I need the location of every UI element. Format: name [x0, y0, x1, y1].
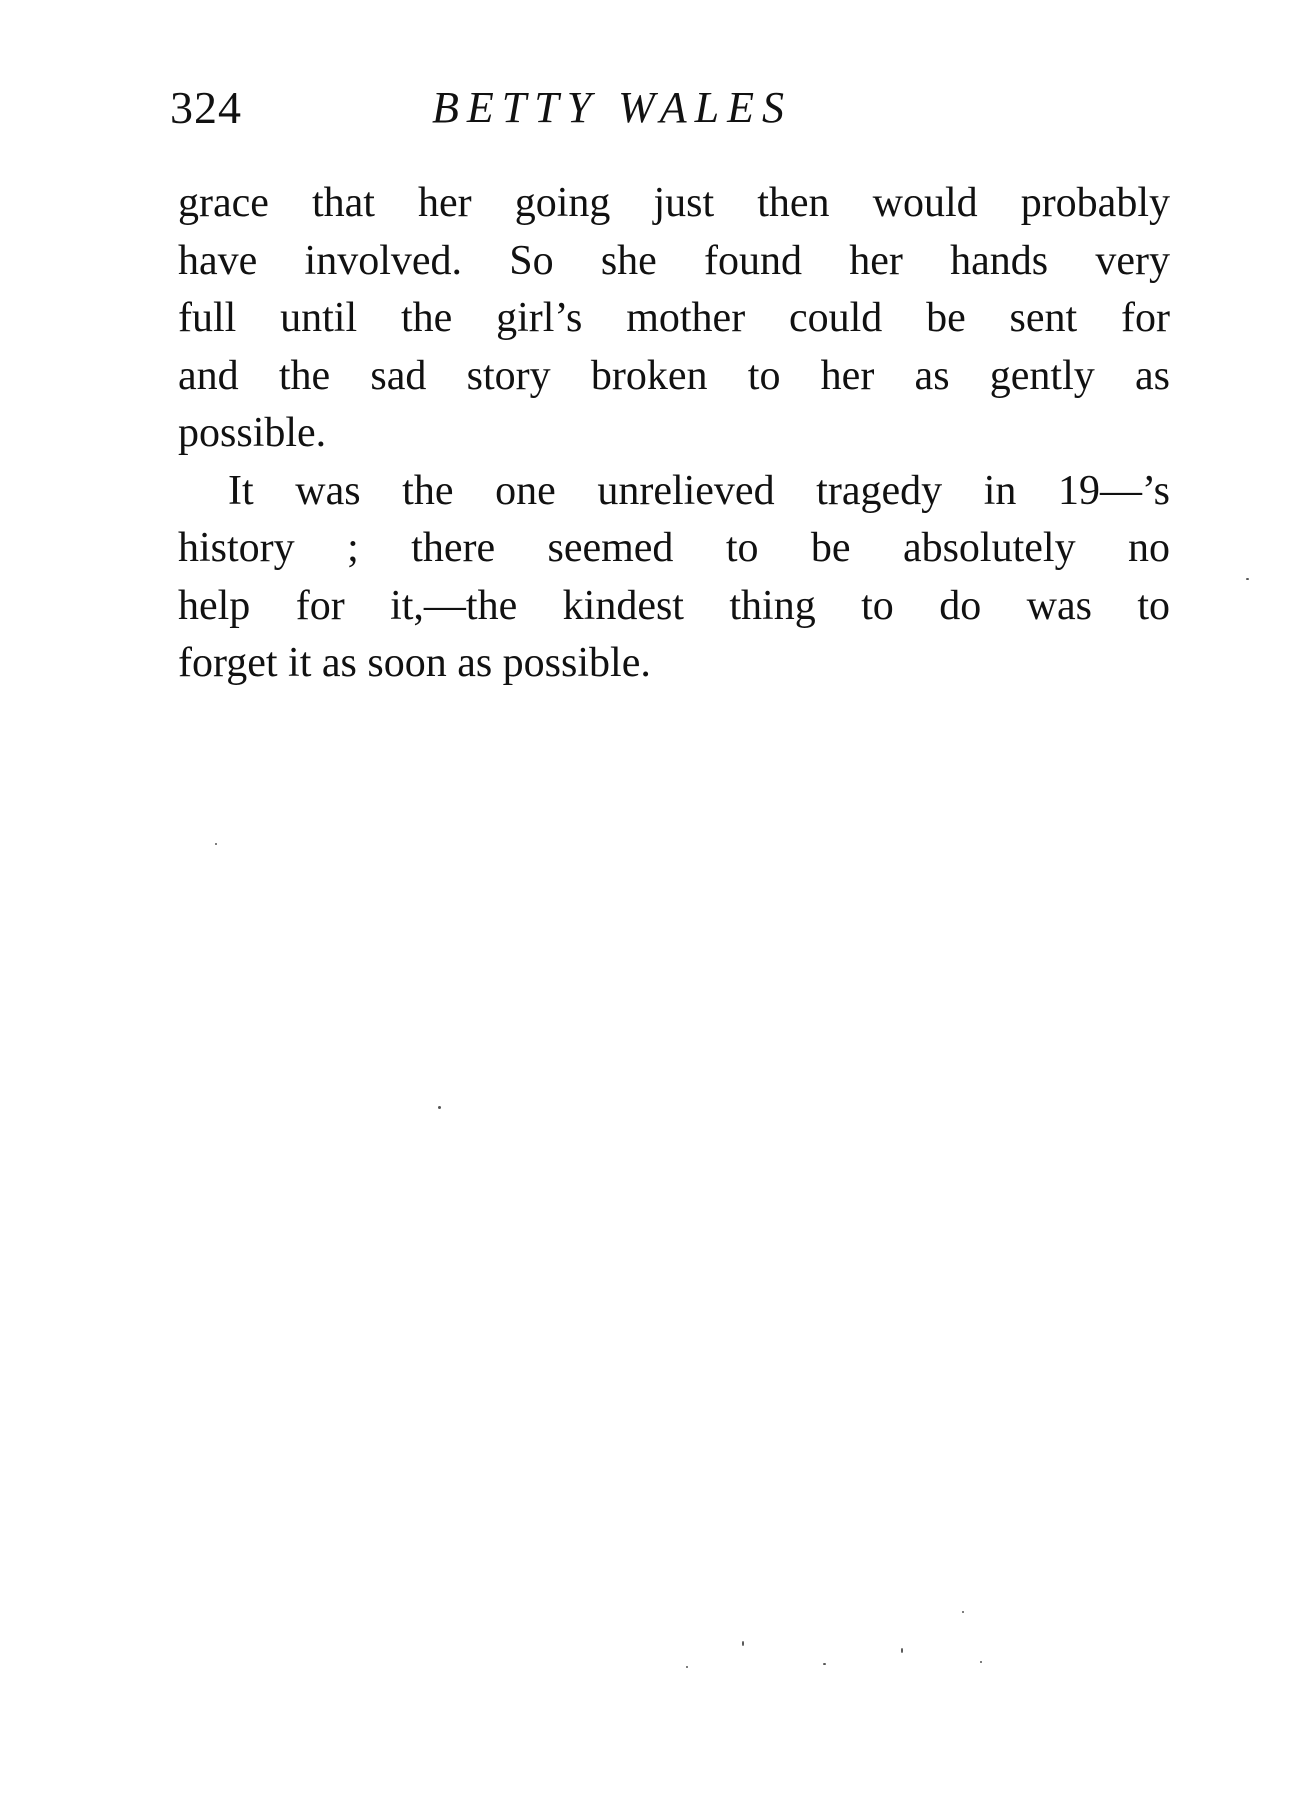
paragraph — [178, 175, 1170, 463]
text-line: grace that her going just then would probably — [178, 180, 1170, 226]
scan-speck — [215, 843, 217, 845]
text-line: and the sad story broken to her as gently as — [178, 352, 1170, 399]
scan-speck — [686, 1666, 688, 1668]
text-line: It was the one unrelieved tragedy in 19—’s — [228, 467, 1170, 514]
scan-speck — [901, 1648, 903, 1653]
scan-speck — [1246, 578, 1249, 580]
running-title: BETTY WALES — [432, 83, 792, 132]
text-line: forget it as soon as possible. — [178, 640, 651, 686]
scan-speck — [742, 1641, 744, 1646]
running-head — [170, 78, 1170, 138]
page-number: 324 — [170, 82, 242, 133]
text-line: have involved. So she found her hands very — [178, 237, 1170, 284]
text-line: help for it,—the kindest thing to do was to — [178, 582, 1170, 629]
text-line: full until the girl’s mother could be sent for — [178, 295, 1170, 341]
scan-speck — [962, 1611, 964, 1613]
scan-speck — [823, 1663, 826, 1665]
text-line: history ; there seemed to be absolutely no — [178, 525, 1170, 571]
scan-speck — [980, 1661, 982, 1663]
text-line: possible. — [178, 410, 327, 456]
scan-speck — [438, 1106, 441, 1109]
body-text — [178, 175, 1170, 693]
paragraph — [178, 463, 1170, 693]
